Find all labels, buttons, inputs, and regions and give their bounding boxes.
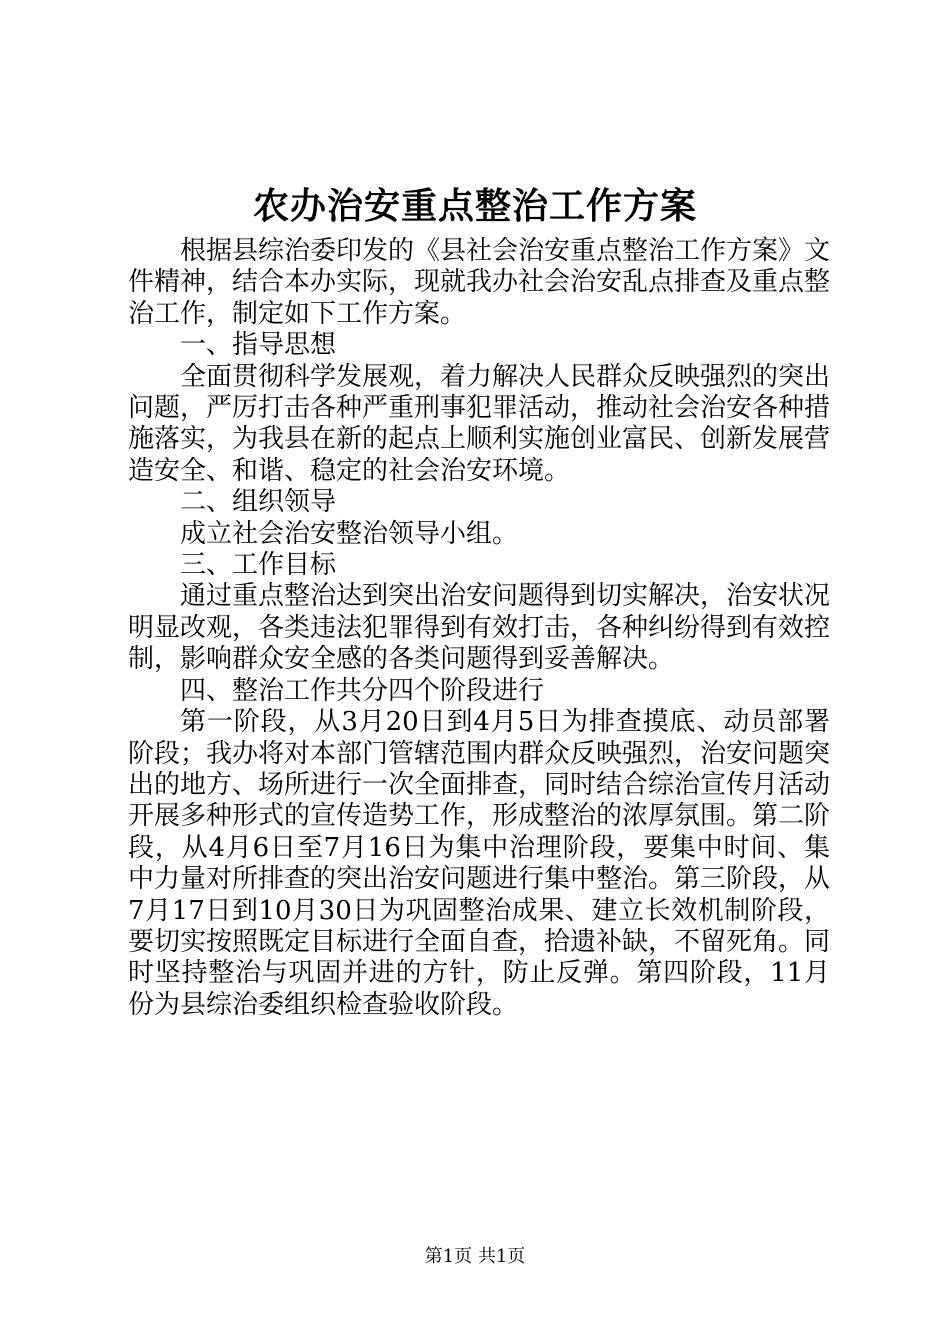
intro-paragraph: 根据县综治委印发的《县社会治安重点整治工作方案》文件精神，结合本办实际，现就我办社会治安乱点排查及重点整治工作，制定如下工作方案。 — [128, 236, 831, 329]
document-body — [128, 236, 830, 1021]
guiding-ideology-paragraph: 全面贯彻科学发展观，着力解决人民群众反映强烈的突出问题，严厉打击各种严重刑事犯罪活动，推动社会治安各种措施落实，为我县在新的起点上顺利实施创业富民、创新发展营造安全、和谐、稳定的社会治安环境。 — [128, 361, 831, 486]
organization-paragraph: 成立社会治安整治领导小组。 — [180, 518, 519, 549]
section-heading-goals: 三、工作目标 — [180, 550, 337, 581]
goals-paragraph: 通过重点整治达到突出治安问题得到切实解决，治安状况明显改观，各类违法犯罪得到有效打击，各种纠纷得到有效控制，影响群众安全感的各类问题得到妥善解决。 — [128, 581, 831, 675]
document-title: 农办治安重点整治工作方案 — [252, 185, 697, 227]
stages-paragraph: 第一阶段，从3月20日到4月5日为排查摸底、动员部署阶段；我办将对本部门管辖范围内群众反映强烈，治安问题突出的地方、场所进行一次全面排查，同时结合综治宣传月活动开展多种形式的宣传造势工作，形成整治的浓厚氛围。第二阶段，从4月6日至7月16日为集中治理阶段，要集中时间、集中力量对所排查的突出治安问题进行集中整治。第三阶段，从7月17日到10月30日为巩固整治成果、建立长效机制阶段，要切实按照既定目标进行全面自查，拾遗补缺，不留死角。同时坚持整治与巩固并进的方针，防止反弹。第四阶段，11月份为县综治委组织检查验收阶段。 — [128, 707, 831, 1020]
page-footer: 第1页 共1页 — [424, 1246, 526, 1267]
section-heading-organization: 二、组织领导 — [180, 487, 337, 518]
section-heading-stages: 四、整治工作共分四个阶段进行 — [180, 675, 545, 706]
section-heading-guiding-ideology: 一、指导思想 — [180, 330, 337, 361]
